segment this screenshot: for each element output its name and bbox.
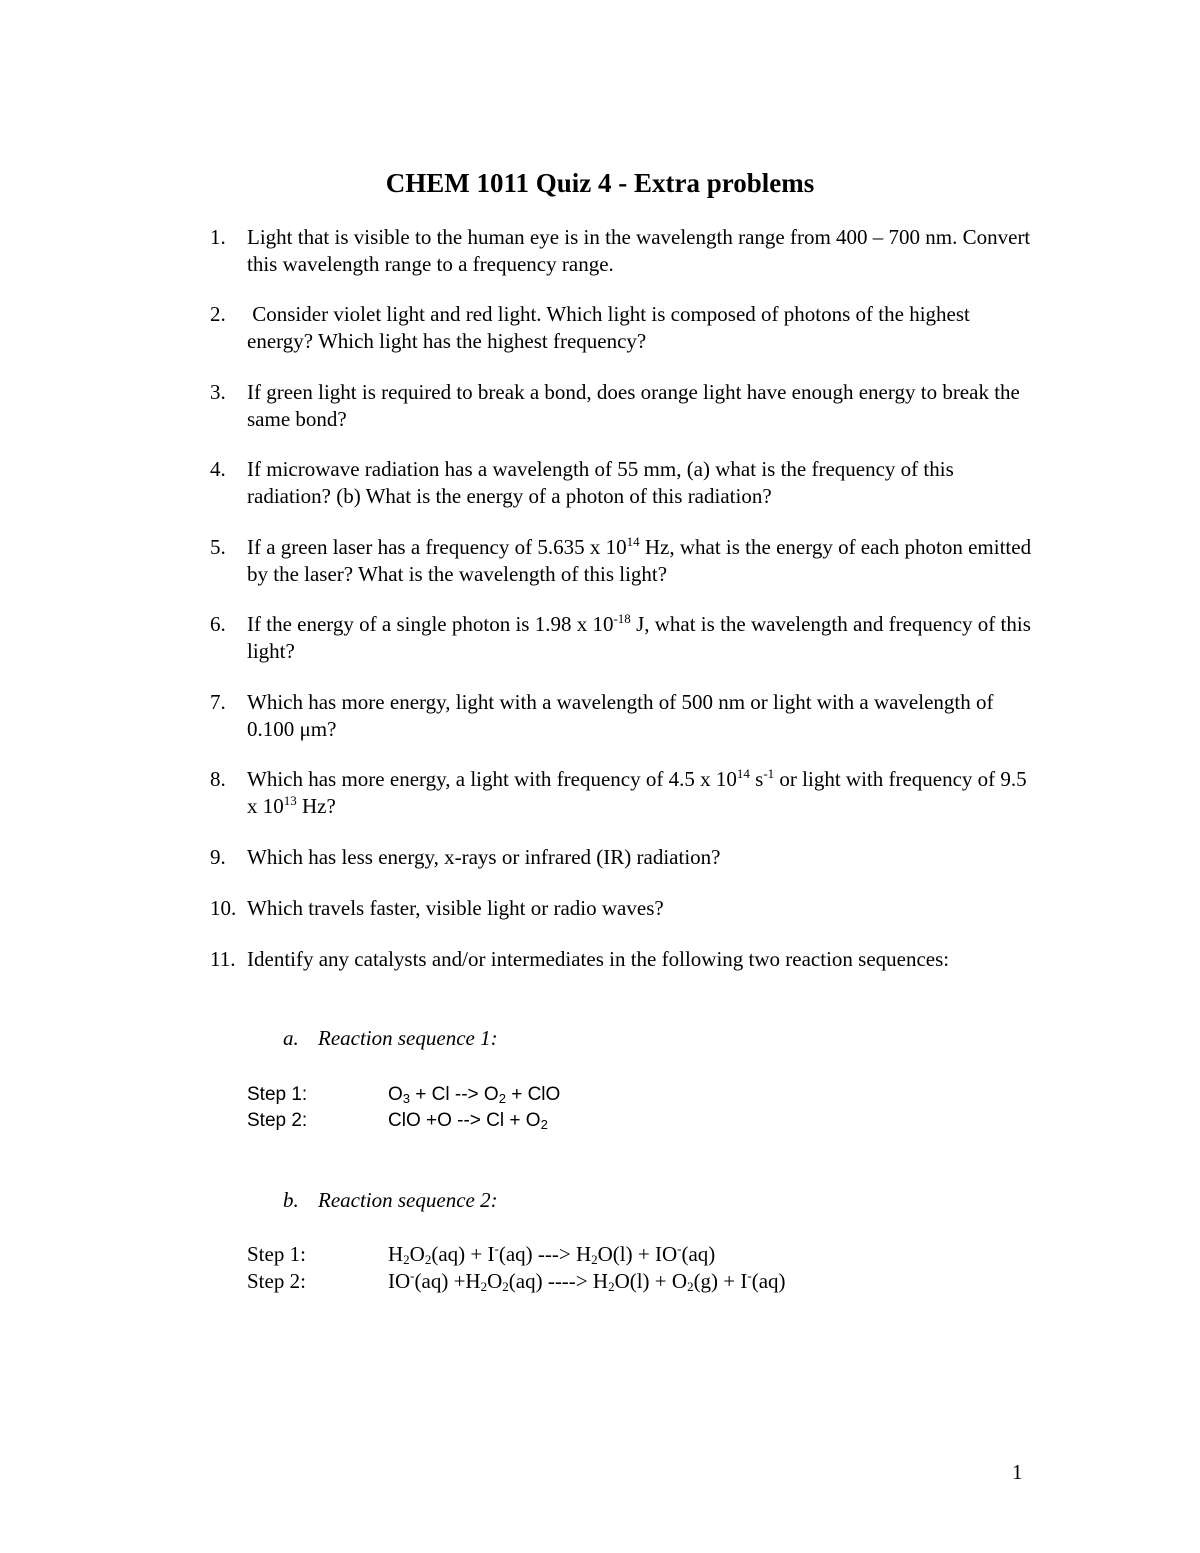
question-text: Which has more energy, light with a wavelength of 500 nm or light with a wavelength of 0.100 μm? — [247, 690, 994, 741]
question-number: 9. — [210, 845, 226, 869]
question-number: 8. — [210, 767, 226, 791]
sequence-2-step-1: Step 1: $H_2O_2(aq) + I^-(aq)$ ---> $H_2O(l) + IO^-(aq)$ — [247, 1241, 716, 1267]
question-7 — [210, 689, 1040, 743]
question-text: Light that is visible to the human eye is in the wavelength range from 400 – 700 nm. Convert this wavelength range to a frequency range. — [247, 225, 1031, 276]
question-number: 5. — [210, 535, 226, 559]
question-text: Which travels faster, visible light or radio waves? — [247, 896, 664, 920]
question-number: 11. — [210, 947, 236, 971]
question-3 — [210, 379, 1040, 433]
equation: ClO +O --> $Cl + O_2$ — [388, 1110, 548, 1132]
question-1 — [210, 224, 1040, 278]
question-text: If microwave radiation has a wavelength of 55 mm, (a) what is the frequency of this radiation? (b) What is the energy of a photon of this radiation? — [247, 457, 954, 508]
sequence-1-step-2: Step 2: ClO +O --> $Cl + O_2$ — [247, 1110, 548, 1132]
question-10 — [210, 895, 1040, 922]
question-9 — [210, 844, 1040, 871]
equation: $O_3 + Cl$ --> $O_2$ + ClO — [388, 1084, 561, 1106]
sequence-2-step-2: Step 2: $IO^-(aq) +H_2O_2(aq)$ ----> $H_2O(l) + O_2(g) + I^-(aq)$ — [247, 1268, 786, 1294]
question-text: If the energy of a single photon is 1.98 x $10^{-18}$ J, what is the wavelength and frequency of this light? — [247, 611, 1031, 663]
question-4 — [210, 456, 1040, 510]
question-6 — [210, 611, 1040, 665]
question-number: 3. — [210, 380, 226, 404]
question-number: 7. — [210, 690, 226, 714]
equation: $H_2O_2(aq) + I^-(aq)$ ---> $H_2O(l) + IO^-(aq)$ — [388, 1241, 716, 1267]
question-number: 6. — [210, 612, 226, 636]
question-5 — [210, 534, 1040, 588]
question-text: Which has more energy, a light with frequency of 4.5 x $10^{14}$ $s^{-1}$ or light with frequency of 9.5 x $10^{13}$ Hz? — [247, 766, 1027, 818]
question-text: Which has less energy, x-rays or infrared (IR) radiation? — [247, 845, 721, 869]
equation: $IO^-(aq) +H_2O_2(aq)$ ----> $H_2O(l) + O_2(g) + I^-(aq)$ — [388, 1268, 786, 1294]
reaction-sequence-2-heading: b. Reaction sequence 2: — [283, 1188, 498, 1212]
question-number: 1. — [210, 225, 226, 249]
question-text: If a green laser has a frequency of 5.635 x $10^{14}$ Hz, what is the energy of each photon emitted by the laser? What is the wavelength of this light? — [247, 534, 1032, 586]
question-2 — [210, 301, 1040, 355]
question-text: Identify any catalysts and/or intermediates in the following two reaction sequences: — [247, 947, 950, 971]
question-11 — [210, 946, 1040, 973]
page-number: 1 — [1012, 1460, 1023, 1484]
question-8 — [210, 766, 1040, 820]
question-text: If green light is required to break a bond, does orange light have enough energy to break the same bond? — [247, 380, 1020, 431]
question-number: 2. — [210, 302, 226, 326]
sequence-1-step-1: Step 1: $O_3 + Cl$ --> $O_2$ + ClO — [247, 1084, 561, 1106]
page-title: CHEM 1011 Quiz 4 - Extra problems — [385, 168, 815, 198]
reaction-sequence-1-heading: a. Reaction sequence 1: — [283, 1026, 498, 1050]
question-number: 4. — [210, 457, 226, 481]
question-number: 10. — [210, 896, 237, 920]
question-text: Consider violet light and red light. Which light is composed of photons of the highest energy? Which light has the highest frequency? — [247, 302, 976, 353]
